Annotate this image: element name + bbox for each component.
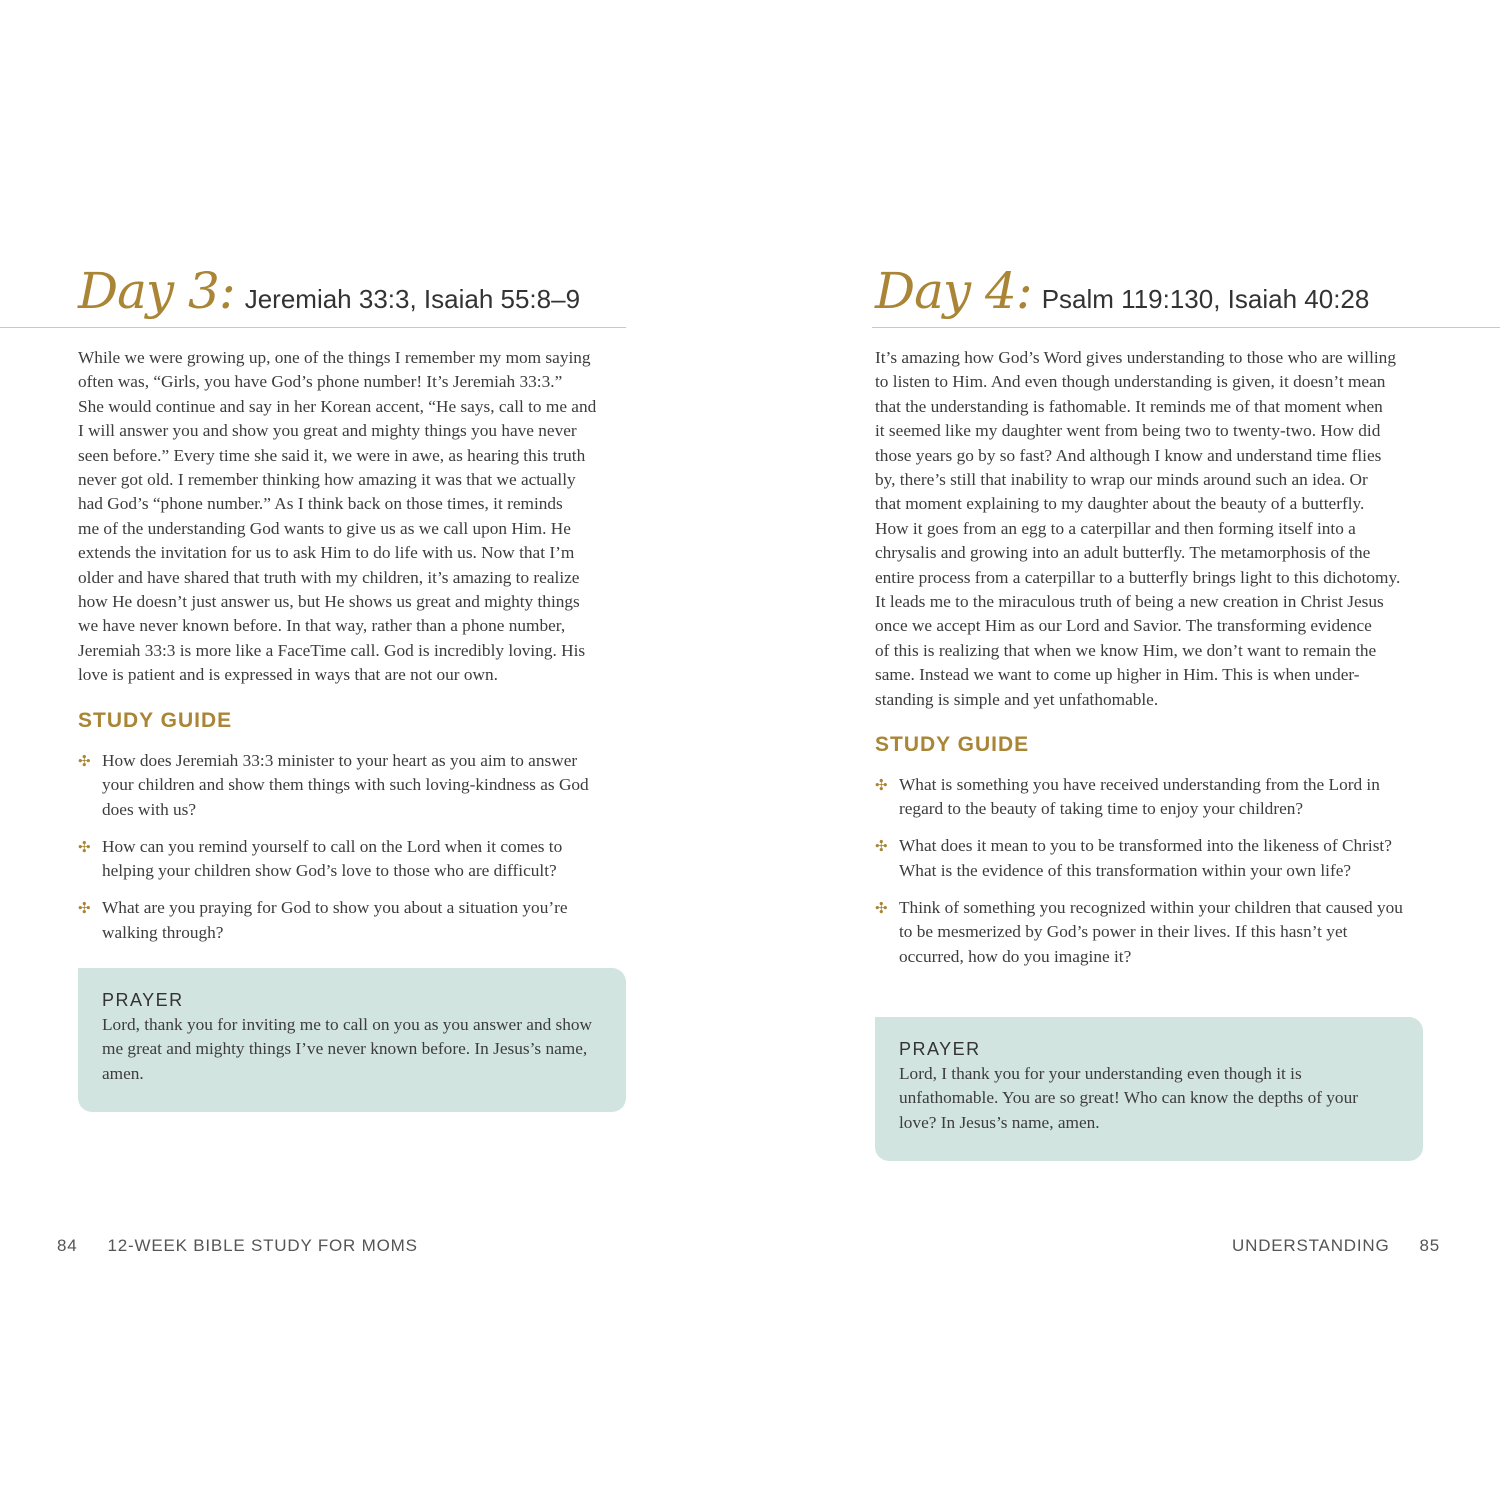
day-label: Day 3: — [78, 262, 235, 320]
day-heading — [875, 262, 1369, 328]
study-guide-question: How can you remind yourself to call on the Lord when it comes to helping your children show God’s love to those who are difficult? — [102, 836, 563, 881]
body-line: it seemed like my daughter went from being two to twenty-two. How did — [875, 421, 1381, 441]
prayer-box — [78, 968, 626, 1112]
heading-divider — [872, 327, 1500, 328]
body-paragraph — [875, 346, 1425, 712]
body-line: that moment explaining to my daughter about the beauty of a butterfly. — [875, 494, 1365, 514]
body-line: I will answer you and show you great and mighty things you have never — [78, 421, 577, 441]
prayer-box — [875, 1017, 1423, 1161]
body-line: Jeremiah 33:3 is more like a FaceTime call. God is incredibly loving. His — [78, 640, 586, 660]
study-guide-list — [78, 749, 608, 958]
body-line: those years go by so fast? And although I know and understand time flies — [875, 445, 1382, 465]
body-line: we have never known before. In that way, rather than a phone number, — [78, 616, 566, 636]
body-line: to listen to Him. And even though understanding is given, it doesn’t mean — [875, 372, 1386, 392]
body-line: She would continue and say in her Korean accent, “He says, call to me and — [78, 396, 597, 416]
study-guide-question: Think of something you recognized within your children that caused you to be mesmerized by God’s power in their lives. If this hasn’t yet occurred, how do you imagine it? — [899, 897, 1403, 966]
page-footer — [57, 1236, 418, 1256]
body-line: how He doesn’t just answer us, but He shows us great and mighty things — [78, 592, 580, 612]
study-guide-question: What is something you have received understanding from the Lord in regard to the beauty of taking time to enjoy your children? — [899, 775, 1380, 819]
body-line: often was, “Girls, you have God’s phone number! It’s Jeremiah 33:3.” — [78, 372, 563, 392]
ornament-bullet-icon: ✣ — [78, 899, 91, 918]
body-line: had God’s “phone number.” As I think back on those times, it reminds — [78, 494, 563, 514]
body-line: that the understanding is fathomable. It reminds me of that moment when — [875, 396, 1383, 416]
body-line: older and have shared that truth with my children, it’s amazing to realize — [78, 567, 580, 587]
ornament-bullet-icon: ✣ — [78, 752, 91, 770]
study-guide-title: STUDY GUIDE — [78, 709, 233, 732]
body-line: While we were growing up, one of the things I remember my mom saying — [78, 348, 591, 367]
body-line: same. Instead we want to come up higher in Him. This is when under- — [875, 665, 1360, 685]
heading-divider — [0, 327, 626, 328]
prayer-text: Lord, thank you for inviting me to call on you as you answer and show me great and mighty things I’ve never known before. In Jesus’s name, amen. — [102, 1015, 593, 1083]
body-line: entire process from a caterpillar to a butterfly brings light to this dichotomy. — [875, 567, 1401, 587]
body-line: of this is realizing that when we know Him, we don’t want to remain the — [875, 640, 1377, 660]
study-guide-list — [875, 773, 1405, 982]
page-footer — [1232, 1236, 1440, 1256]
body-line: It’s amazing how God’s Word gives understanding to those who are willing — [875, 348, 1396, 367]
body-line: once we accept Him as our Lord and Savior. The transforming evidence — [875, 616, 1372, 636]
right-page — [750, 0, 1500, 1500]
study-guide-item — [875, 896, 1405, 969]
study-guide-item — [78, 749, 608, 822]
page-number: 84 — [57, 1236, 78, 1255]
study-guide-question: What are you praying for God to show you about a situation you’re walking through? — [102, 898, 568, 942]
ornament-bullet-icon: ✣ — [875, 898, 888, 917]
study-guide-title: STUDY GUIDE — [875, 733, 1030, 756]
study-guide-item — [78, 896, 608, 945]
running-head: 12-WEEK BIBLE STUDY FOR MOMS — [107, 1236, 418, 1255]
prayer-title: PRAYER — [102, 990, 184, 1010]
body-paragraph — [78, 346, 626, 688]
scripture-reference: Jeremiah 33:3, Isaiah 55:8–9 — [244, 284, 581, 314]
body-line: by, there’s still that inability to wrap our minds around such an idea. Or — [875, 470, 1368, 490]
body-line: It leads me to the miraculous truth of being a new creation in Christ Jesus — [875, 592, 1384, 612]
ornament-bullet-icon: ✣ — [78, 837, 91, 856]
study-guide-item — [875, 773, 1405, 822]
prayer-title: PRAYER — [899, 1039, 981, 1059]
body-line: seen before.” Every time she said it, we were in awe, as hearing this truth — [78, 445, 586, 465]
scripture-reference: Psalm 119:130, Isaiah 40:28 — [1041, 284, 1370, 314]
study-guide-question: What does it mean to you to be transformed into the likeness of Christ? What is the evidence of this transformation within your own life? — [899, 836, 1392, 880]
body-line: extends the invitation for us to ask Him to do life with us. Now that I’m — [78, 543, 575, 563]
study-guide-question: How does Jeremiah 33:3 minister to your heart as you aim to answer your children and show them things with such loving-kindness as God does with us? — [102, 751, 589, 819]
study-guide-item — [78, 835, 608, 884]
ornament-bullet-icon: ✣ — [875, 837, 888, 856]
day-heading — [78, 262, 580, 328]
ornament-bullet-icon: ✣ — [875, 776, 888, 794]
body-line: never got old. I remember thinking how amazing it was that we actually — [78, 470, 576, 490]
day-label: Day 4: — [875, 262, 1032, 320]
body-line: love is patient and is expressed in ways that are not our own. — [78, 665, 498, 685]
body-line: chrysalis and growing into an adult butterfly. The metamorphosis of the — [875, 543, 1371, 563]
running-head: UNDERSTANDING — [1232, 1236, 1390, 1255]
study-guide-item — [875, 834, 1405, 883]
body-line: How it goes from an egg to a caterpillar and then forming itself into a — [875, 518, 1356, 538]
page-number: 85 — [1419, 1236, 1440, 1255]
body-line: standing is simple and yet unfathomable. — [875, 689, 1159, 709]
prayer-text: Lord, I thank you for your understanding even though it is unfathomable. You are so great! Who can know the depths of your love? In Jesus’s name, amen. — [899, 1064, 1358, 1132]
body-line: me of the understanding God wants to give us as we call upon Him. He — [78, 518, 571, 538]
